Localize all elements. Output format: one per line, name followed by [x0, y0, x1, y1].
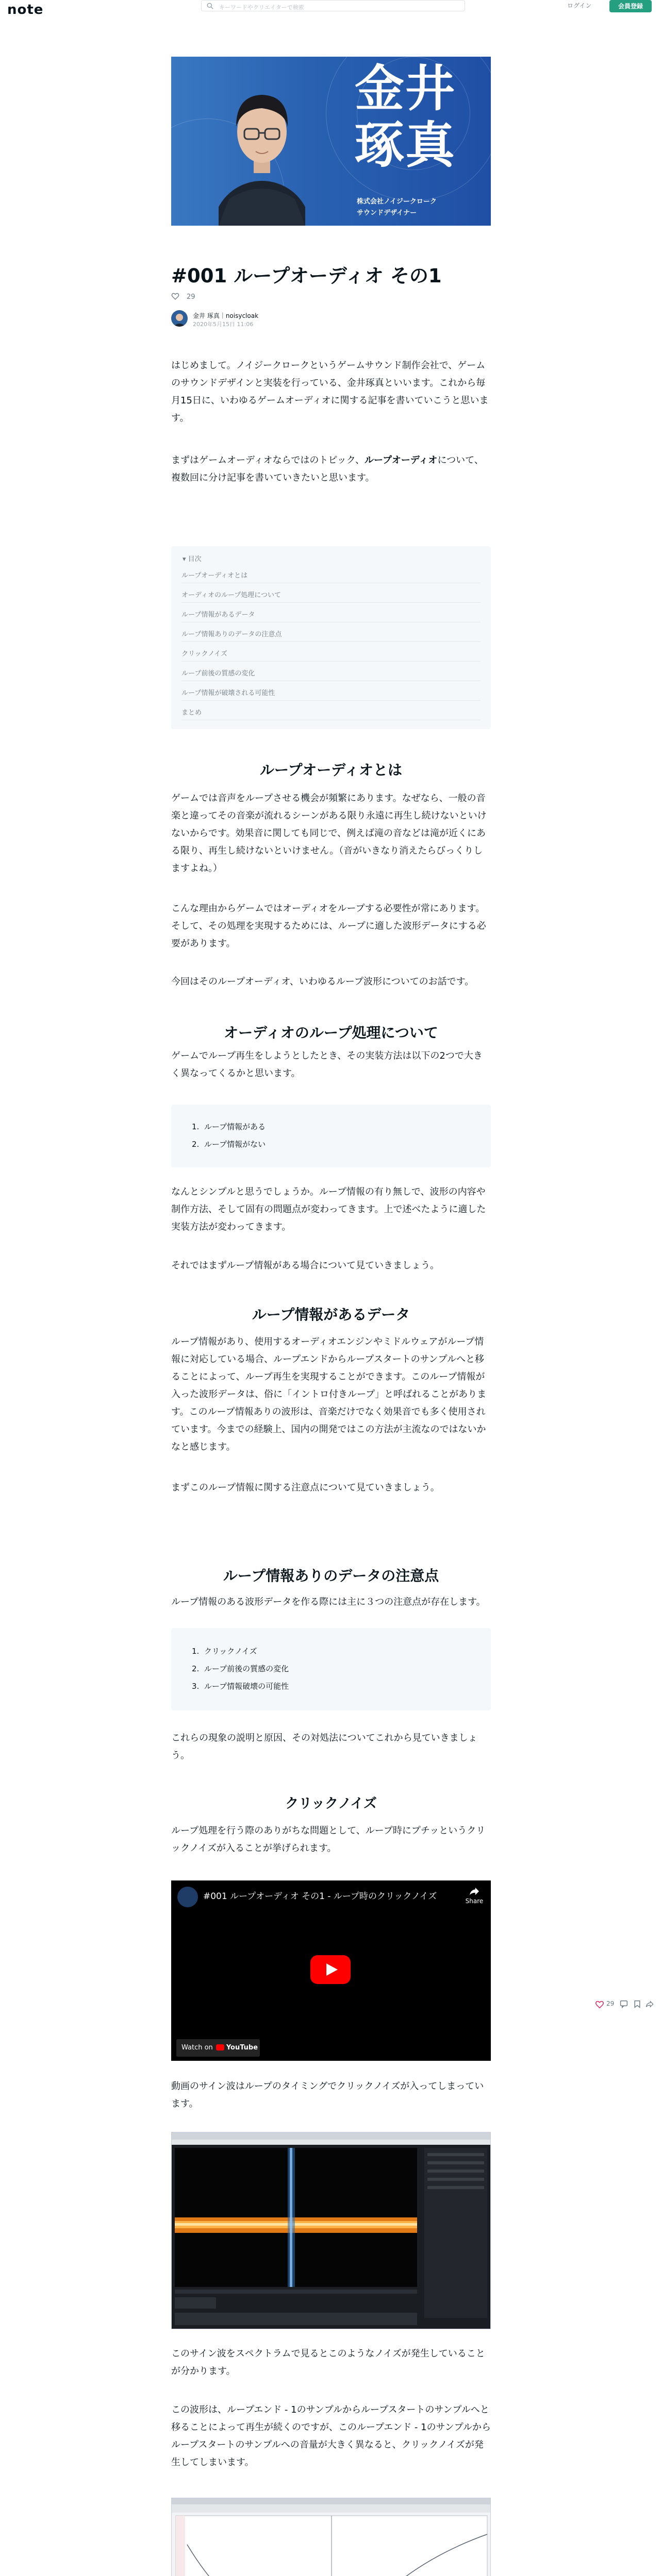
- body-paragraph: 今回はそのループオーディオ、いわゆるループ波形についてのお話です。: [171, 976, 474, 987]
- comment-icon[interactable]: [620, 2000, 628, 2008]
- body-paragraph: それではまずループ情報がある場合について見ていきましょう。: [171, 1260, 440, 1271]
- youtube-embed[interactable]: [171, 1880, 491, 2061]
- author-name[interactable]: 金井 琢真｜noisycloak: [193, 312, 259, 319]
- toc-item[interactable]: まとめ: [181, 706, 481, 720]
- toc-item[interactable]: ループ情報が破壊される可能性: [181, 686, 481, 701]
- body-paragraph: ループ情報があり、使用するオーディオエンジンやミドルウェアがループ情報に対応している場合、ループエンドからループスタートのサンプルへと移ることによって、ループ再生を実現することができます。このループ情報が入った波形データは、俗に「イントロ付きループ」と呼ばれることがあります。このループ情報ありの波形は、音楽だけでなく効果音でも多く使用されています。今までの経験上、国内の開発ではこの方法が主流なのではないかなと感じます。: [171, 1336, 487, 1452]
- body-paragraph: このサイン波をスペクトラムで見るとこのようなノイズが発生していることが分かります。: [171, 2348, 485, 2377]
- intro-paragraph-1: はじめまして。ノイジークロークというゲームサウンド制作会社で、ゲームのサウンドデザインと実装を行っている、金井琢真といいます。これから毎月15日に、いわゆるゲームオーディオに関する記事を書いていこうと思います。: [171, 360, 489, 423]
- play-button[interactable]: [310, 1955, 351, 1984]
- article-title: #001 ループオーディオ その1: [171, 265, 442, 287]
- note-logo[interactable]: note: [7, 2, 44, 18]
- like-counter[interactable]: [171, 292, 195, 301]
- login-link[interactable]: ログイン: [567, 2, 592, 9]
- ordered-list: [171, 1105, 491, 1167]
- list-item: 1. ループ情報がある: [192, 1122, 266, 1131]
- section-heading: オーディオのループ処理について: [224, 1024, 438, 1041]
- video-title[interactable]: #001 ループオーディオ その1 - ループ時のクリックノイズ: [203, 1891, 437, 1902]
- author-photo: [219, 75, 305, 226]
- body-paragraph: ループ処理を行う際のありがちな問題として、ループ時にプチッというクリックノイズが入ることが挙げられます。: [171, 1825, 486, 1854]
- toc-heading[interactable]: ▾ 目次: [183, 555, 202, 563]
- body-paragraph: 動画のサイン波はループのタイミングでクリックノイズが入ってしまっています。: [171, 2081, 484, 2109]
- author-byline[interactable]: [171, 310, 491, 328]
- search-input[interactable]: [201, 0, 465, 11]
- hero-image: [171, 57, 491, 226]
- section-heading: ループ情報ありのデータの注意点: [223, 1567, 439, 1584]
- list-item: 3. ループ情報破壊の可能性: [192, 1682, 289, 1691]
- search-icon: [207, 3, 213, 9]
- toc-item[interactable]: ループオーディオとは: [181, 569, 481, 583]
- hero-role: サウンドデザイナー: [357, 209, 417, 217]
- channel-avatar[interactable]: [177, 1887, 198, 1907]
- toc-item[interactable]: ループ情報ありのデータの注意点: [181, 628, 481, 642]
- bookmark-icon[interactable]: [633, 2000, 641, 2008]
- toc-item[interactable]: オーディオのループ処理について: [181, 588, 481, 603]
- body-paragraph: これらの現象の説明と原因、その対処法についてこれから見ていきましょう。: [171, 1733, 477, 1761]
- spectrum-screenshot: [171, 2132, 491, 2329]
- signup-button[interactable]: 会員登録: [609, 0, 652, 12]
- section-heading: ループオーディオとは: [259, 761, 403, 778]
- ordered-list: [171, 1628, 491, 1710]
- waveform-screenshot: [171, 2498, 491, 2576]
- hero-name-line2: 琢真: [355, 116, 456, 174]
- share-icon[interactable]: [646, 2000, 654, 2008]
- floating-action-bar: [595, 1999, 657, 2011]
- body-paragraph: ループ情報のある波形データを作る際には主に３つの注意点が存在します。: [171, 1597, 486, 1607]
- floating-like-count: 29: [606, 2000, 615, 2007]
- heart-icon[interactable]: [595, 2000, 604, 2008]
- body-paragraph: なんとシンプルと思うでしょうか。ループ情報の有り無しで、波形の内容や制作方法、そして固有の問題点が変わってきます。上で述べたように適した実装方法が変わってきます。: [171, 1187, 486, 1232]
- watch-on-youtube-button[interactable]: Watch on YouTube: [176, 2039, 260, 2057]
- toc-item[interactable]: ループ情報があるデータ: [181, 608, 481, 622]
- body-paragraph: こんな理由からゲームではオーディオをループする必要性が常にあります。そして、その処理を実現するためには、ループに適した波形データにする必要があります。: [171, 903, 486, 949]
- section-heading: クリックノイズ: [285, 1796, 377, 1811]
- author-avatar[interactable]: [171, 310, 188, 327]
- heart-icon: [171, 292, 179, 300]
- search-placeholder: キーワードやクリエイターで検索: [219, 4, 304, 11]
- body-paragraph: この波形は、ループエンド - 1のサンプルからループスタートのサンプルへと移ることによって再生が続くのですが、このループエンド - 1のサンプルからループスタートのサンプルへの音量が大きく異なると、クリックノイズが発生してしまいます。: [171, 2404, 491, 2468]
- hero-name-line1: 金井: [355, 59, 456, 117]
- section-heading: ループ情報があるデータ: [252, 1306, 410, 1323]
- intro-paragraph-2: まずはゲームオーディオならではのトピック、ループオーディオについて、複数回に分け記事を書いていきたいと思います。: [171, 455, 484, 483]
- hero-company: 株式会社ノイジークローク: [357, 198, 437, 206]
- body-paragraph: ゲームでは音声をループさせる機会が頻繁にあります。なぜなら、一般の音楽と違ってその音楽が流れるシーンがある限り永遠に再生し続けないといけないからです。効果音に関しても同じで、例えば滝の音などは滝が近くにある限り、再生し続けないといけません。（音がいきなり消えたらびっくりしますよね。）: [171, 793, 487, 874]
- share-button[interactable]: Share: [464, 1887, 485, 1905]
- toc-item[interactable]: ループ前後の質感の変化: [181, 667, 481, 681]
- like-count: 29: [187, 293, 195, 301]
- table-of-contents: [171, 546, 491, 729]
- share-icon: [469, 1887, 480, 1896]
- site-header: [0, 0, 662, 18]
- body-paragraph: ゲームでループ再生をしようとしたとき、その実装方法は以下の2つで大きく異なってくるかと思います。: [171, 1050, 483, 1079]
- list-item: 2. ループ情報がない: [192, 1140, 266, 1149]
- youtube-icon: [216, 2044, 224, 2050]
- toc-item[interactable]: クリックノイズ: [181, 647, 481, 662]
- body-paragraph: まずこのループ情報に関する注意点について見ていきましょう。: [171, 1482, 440, 1493]
- publish-date: 2020年5月15日 11:06: [193, 321, 254, 328]
- list-item: 1. クリックノイズ: [192, 1647, 257, 1656]
- list-item: 2. ループ前後の質感の変化: [192, 1664, 289, 1673]
